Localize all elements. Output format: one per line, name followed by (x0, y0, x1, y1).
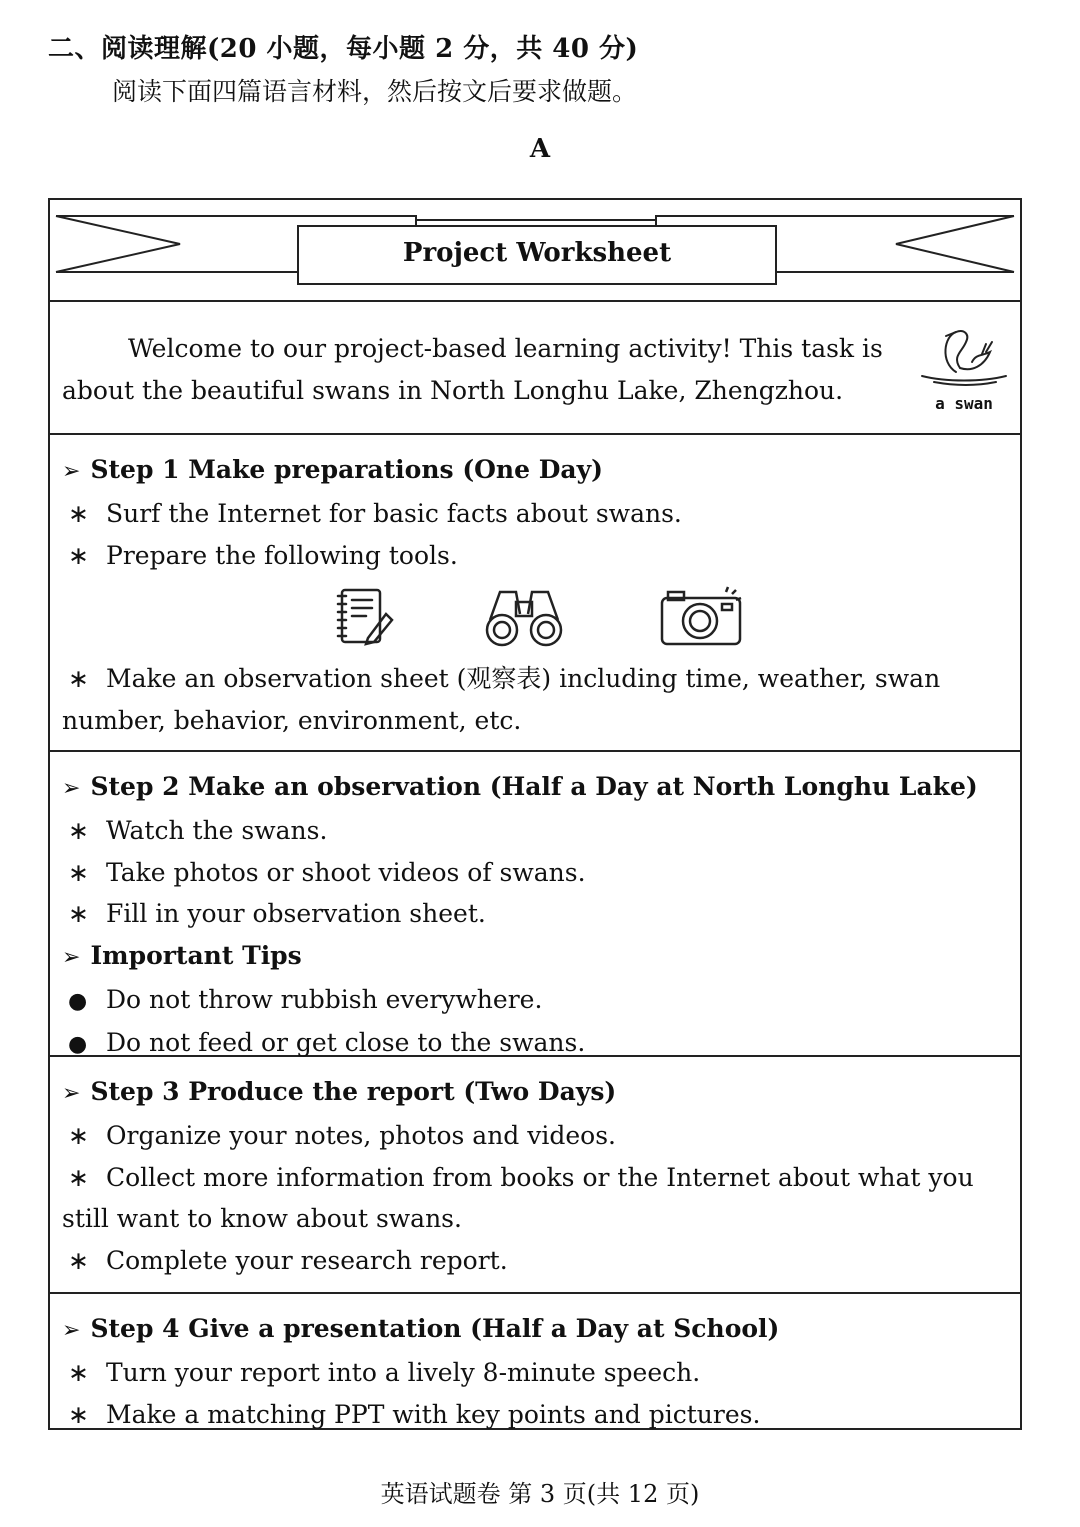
list-item: ∗ Organize your notes, photos and videos. (62, 1115, 1008, 1157)
list-item: ∗ Fill in your observation sheet. (62, 893, 1008, 935)
intro-section (50, 302, 1020, 435)
step-1-section (50, 435, 1020, 752)
list-item: ∗ Prepare the following tools. (62, 535, 1008, 577)
step-2-section (50, 752, 1020, 1057)
asterisk-bullet-icon: ∗ (68, 899, 89, 928)
step-2-heading: ➢ Step 2 Make an observation (Half a Day at North Longhu Lake) (62, 772, 978, 801)
worksheet-banner (50, 200, 1020, 302)
dot-bullet-icon: ● (68, 1032, 88, 1057)
swan-icon (916, 322, 1012, 388)
list-item: ∗ Make an observation sheet (观察表) including time, weather, swan number, behavior, environment, etc. (62, 658, 1008, 741)
arrow-bullet-icon: ➢ (62, 459, 81, 484)
list-item: ∗ Turn your report into a lively 8-minute speech. (62, 1352, 1008, 1394)
reading-instruction: 阅读下面四篇语言材料，然后按文后要求做题。 (112, 77, 638, 106)
asterisk-bullet-icon: ∗ (68, 664, 89, 693)
step-4-section (50, 1294, 1020, 1436)
dot-bullet-icon: ● (68, 988, 88, 1014)
list-item: ● Do not throw rubbish everywhere. (62, 979, 1008, 1023)
asterisk-bullet-icon: ∗ (68, 540, 89, 570)
swan-figure (916, 322, 1012, 413)
list-item: ∗ Take photos or shoot videos of swans. (62, 852, 1008, 894)
asterisk-bullet-icon: ∗ (68, 1162, 89, 1192)
arrow-bullet-icon: ➢ (62, 944, 81, 970)
list-item: ∗ Watch the swans. (62, 810, 1008, 852)
step-1-heading: ➢ Step 1 Make preparations (One Day) (62, 455, 603, 484)
arrow-bullet-icon: ➢ (62, 776, 81, 801)
asterisk-bullet-icon: ∗ (68, 1358, 89, 1387)
arrow-bullet-icon: ➢ (62, 1318, 81, 1343)
section-title: 二、阅读理解(20 小题，每小题 2 分，共 40 分) (48, 34, 639, 64)
camera-icon (658, 584, 744, 648)
list-item: ∗ Collect more information from books or the Internet about what you still want to know about swans. (62, 1157, 1008, 1240)
asterisk-bullet-icon: ∗ (68, 499, 89, 528)
passage-letter: A (529, 134, 551, 164)
list-item: ∗ Surf the Internet for basic facts about swans. (62, 493, 1008, 535)
notebook-pencil-icon (332, 584, 396, 648)
asterisk-bullet-icon: ∗ (68, 1121, 89, 1150)
step-4-heading: ➢ Step 4 Give a presentation (Half a Day at School) (62, 1314, 780, 1343)
important-tips-heading: ➢ Important Tips (62, 940, 302, 970)
worksheet-title: Project Worksheet (402, 238, 672, 268)
step-3-heading: ➢ Step 3 Produce the report (Two Days) (62, 1077, 617, 1106)
asterisk-bullet-icon: ∗ (68, 1245, 89, 1275)
asterisk-bullet-icon: ∗ (68, 1399, 89, 1429)
swan-caption: a swan (935, 394, 993, 413)
tools-icons (62, 584, 1008, 658)
list-item: ● Do not feed or get close to the swans. (62, 1022, 1008, 1066)
page-footer: 英语试题卷 第 3 页(共 12 页) (380, 1480, 700, 1508)
intro-text: Welcome to our project-based learning activity! This task is about the beautiful swans in North Longhu Lake, Zhengzhou. (62, 334, 883, 405)
list-item: ∗ Complete your research report. (62, 1240, 1008, 1282)
arrow-bullet-icon: ➢ (62, 1081, 81, 1106)
list-item: ∗ Make a matching PPT with key points and pictures. (62, 1394, 1008, 1436)
binoculars-icon (482, 584, 566, 648)
project-worksheet (48, 198, 1022, 1430)
asterisk-bullet-icon: ∗ (68, 857, 89, 887)
asterisk-bullet-icon: ∗ (68, 816, 89, 845)
step-3-section (50, 1057, 1020, 1294)
